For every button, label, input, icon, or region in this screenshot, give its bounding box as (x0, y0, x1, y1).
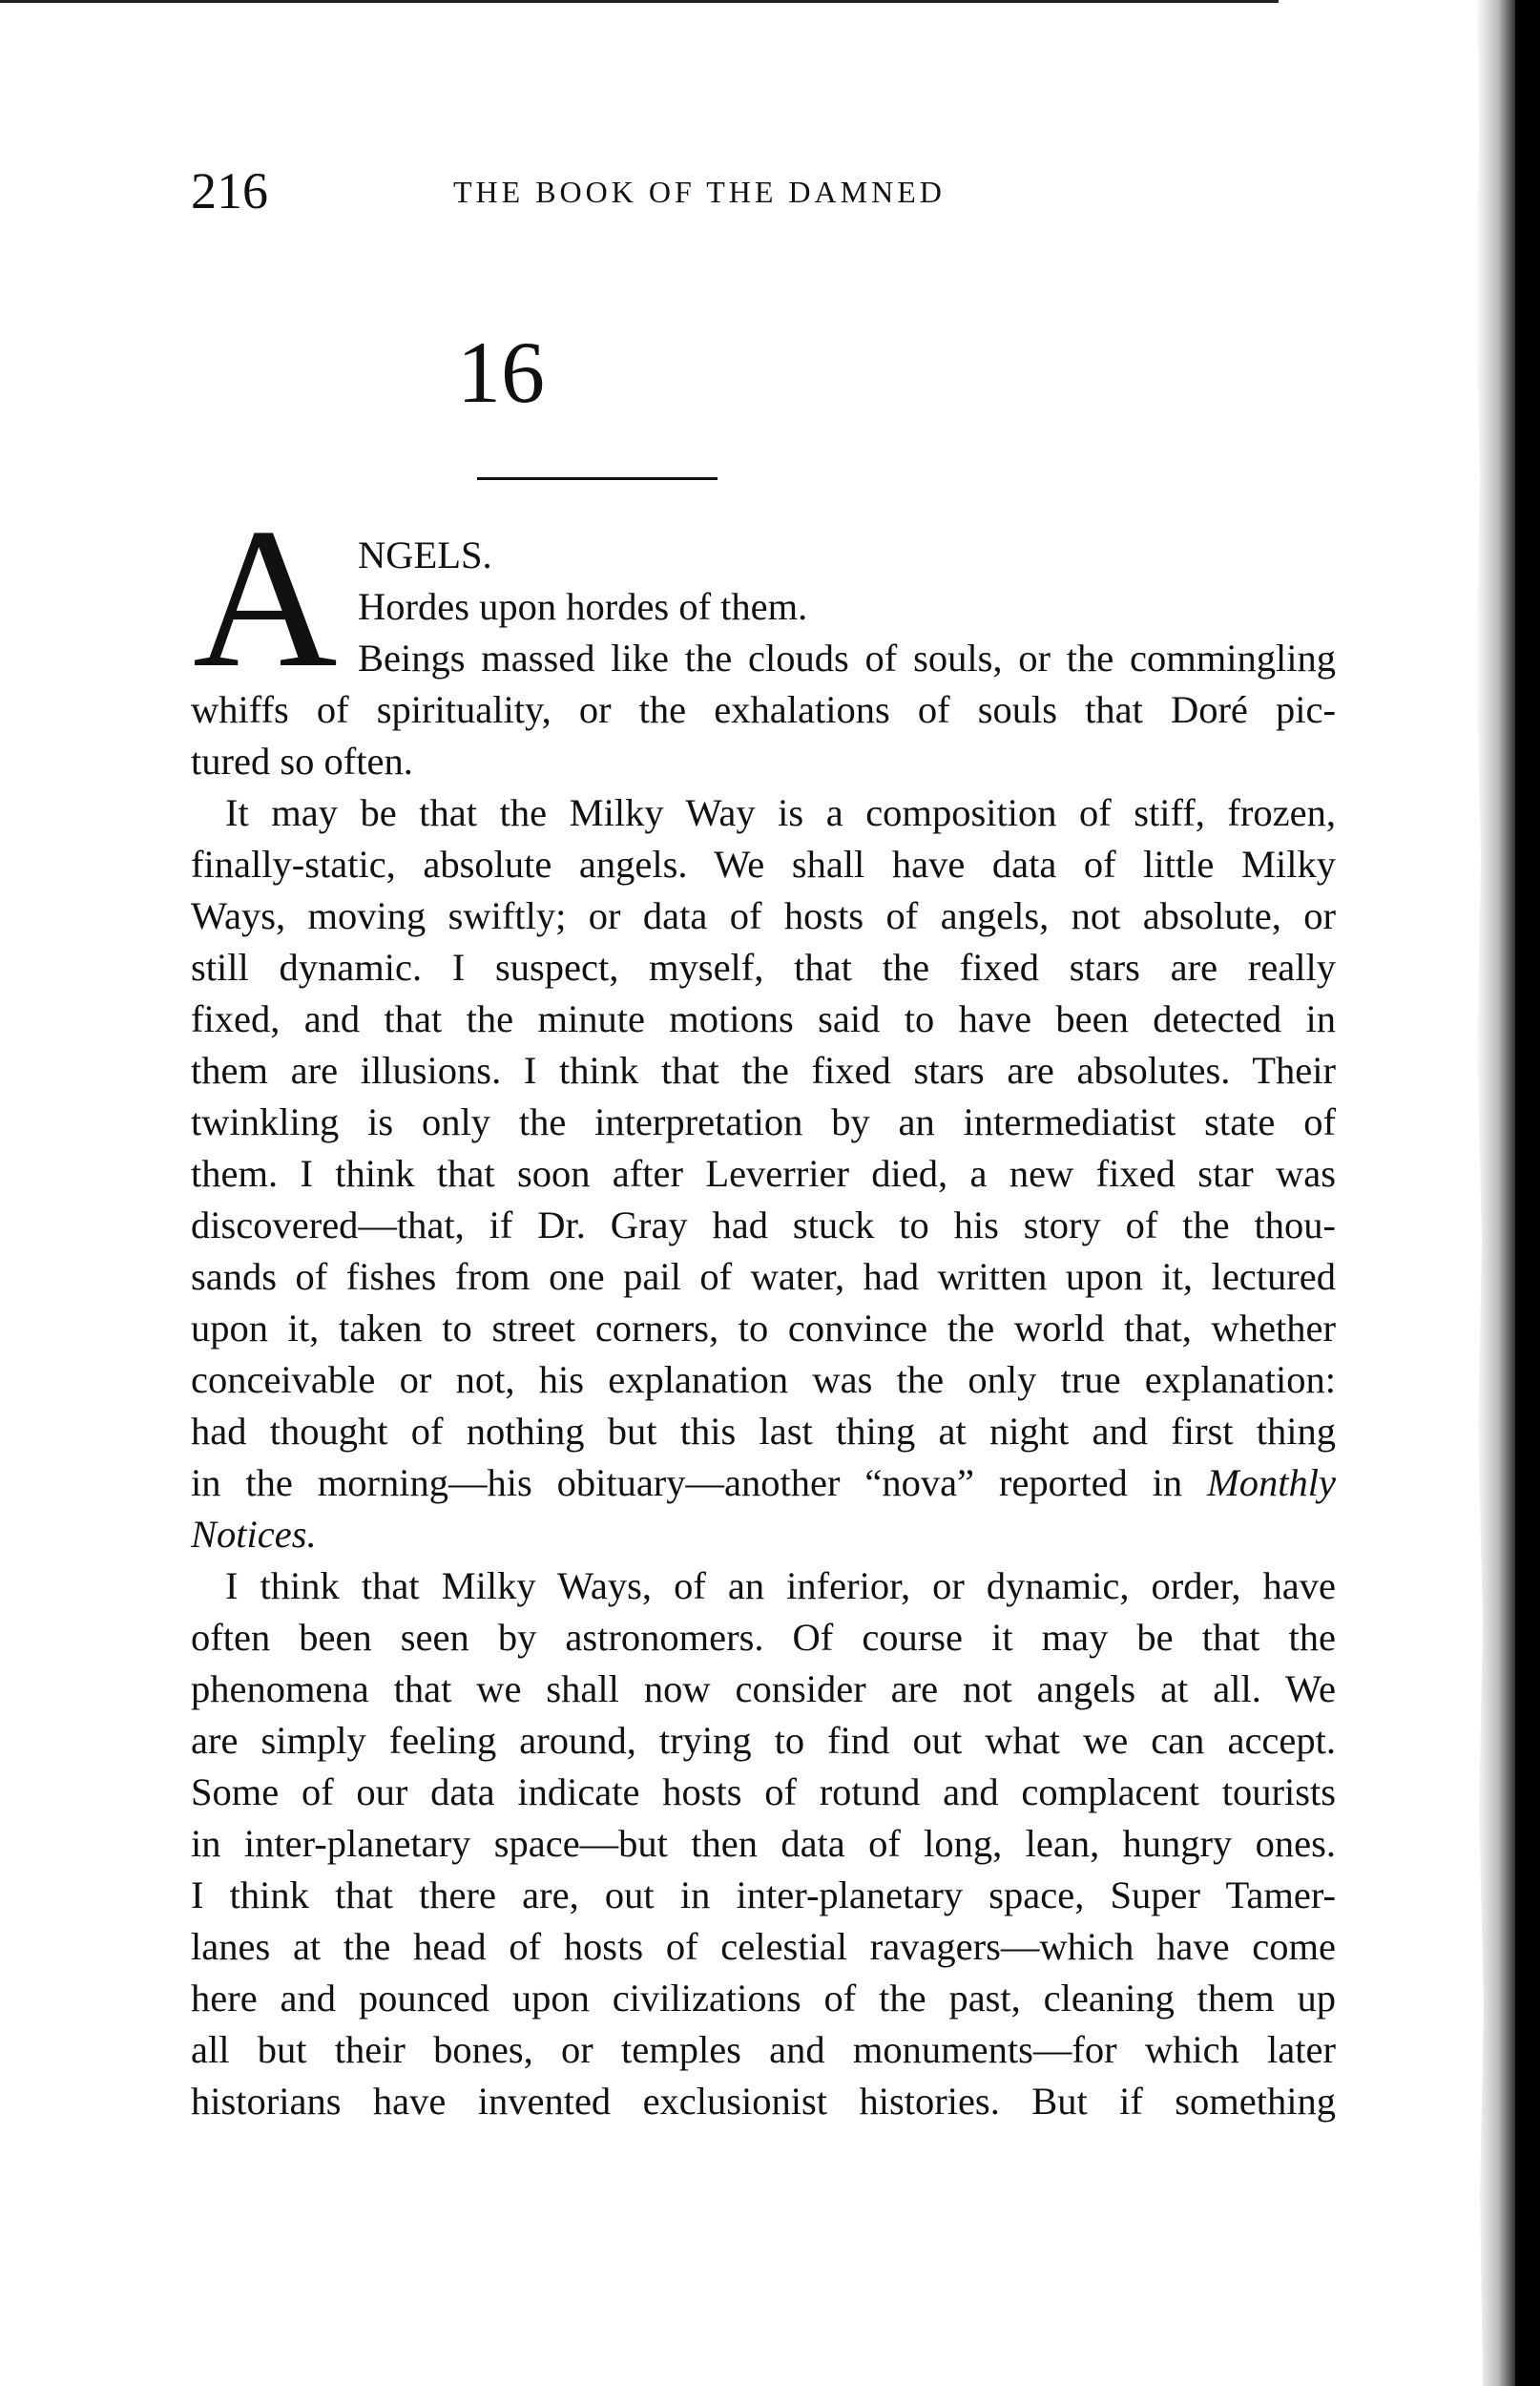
text-line: upon it, taken to street corners, to convince the world that, whether (191, 1307, 1336, 1350)
text-line: phenomena that we shall now consider are not angels at all. We (191, 1667, 1336, 1710)
text-line: had thought of nothing but this last thing at night and first thing (191, 1410, 1336, 1453)
text-line: I think that there are, out in inter-planetary space, Super Tamer- (191, 1873, 1336, 1916)
running-head (191, 157, 1336, 224)
text-line: Some of our data indicate hosts of rotund and complacent tourists (191, 1770, 1336, 1813)
binding-shadow (1439, 0, 1540, 2386)
text-line: Notices. (191, 1513, 317, 1556)
text-line: sands of fishes from one pail of water, had written upon it, lectured (191, 1255, 1336, 1298)
book-page (191, 0, 1336, 2386)
text-line: It may be that the Milky Way is a composition of stiff, frozen, (225, 791, 1336, 834)
page-number: 216 (191, 162, 268, 220)
book-title: THE BOOK OF THE DAMNED (453, 175, 946, 209)
text-line: here and pounced upon civilizations of the past, cleaning them up (191, 1977, 1336, 2020)
italic-run: Monthly (1207, 1461, 1337, 1504)
text-line: in inter-planetary space—but then data of long, lean, hungry ones. (191, 1822, 1336, 1865)
text-line: still dynamic. I suspect, myself, that the fixed stars are really (191, 946, 1336, 989)
text-line: lanes at the head of hosts of celestial ravagers—which have come (191, 1925, 1336, 1968)
chapter-number: 16 (457, 324, 545, 421)
text-line: are simply feeling around, trying to find out what we can accept. (191, 1719, 1336, 1762)
text-line: them. I think that soon after Leverrier died, a new fixed star was (191, 1152, 1336, 1195)
text-line (191, 1457, 1336, 1509)
text-line: I think that Milky Ways, of an inferior, or dynamic, order, have (225, 1564, 1336, 1607)
text-line: tured so often. (191, 740, 413, 783)
text-line: finally-static, absolute angels. We shall have data of little Milky (191, 843, 1336, 886)
chapter-rule (477, 477, 718, 480)
text-line: discovered—that, if Dr. Gray had stuck to his story of the thou- (191, 1203, 1336, 1246)
text-line: NGELS. (358, 534, 492, 576)
text-line: historians have invented exclusionist histories. But if something (191, 2080, 1336, 2123)
text-line: whiffs of spirituality, or the exhalations of souls that Doré pic- (191, 688, 1336, 731)
text-line: twinkling is only the interpretation by an intermediatist state of (191, 1100, 1336, 1143)
text-line: them are illusions. I think that the fixed stars are absolutes. Their (191, 1049, 1336, 1092)
text-line: Ways, moving swiftly; or data of hosts of angels, not absolute, or (191, 894, 1336, 937)
text-line: Beings massed like the clouds of souls, or the commingling (358, 637, 1336, 680)
text-line: all but their bones, or temples and monuments—for which later (191, 2028, 1336, 2071)
drop-cap: A (193, 488, 338, 709)
text-line: conceivable or not, his explanation was the only true explanation: (191, 1358, 1336, 1401)
text-line: often been seen by astronomers. Of course it may be that the (191, 1616, 1336, 1659)
text-line: fixed, and that the minute motions said to have been detected in (191, 997, 1336, 1040)
text-line: Hordes upon hordes of them. (358, 585, 808, 628)
text-run: in the morning—his obituary—another “nova” reported in (191, 1461, 1183, 1504)
